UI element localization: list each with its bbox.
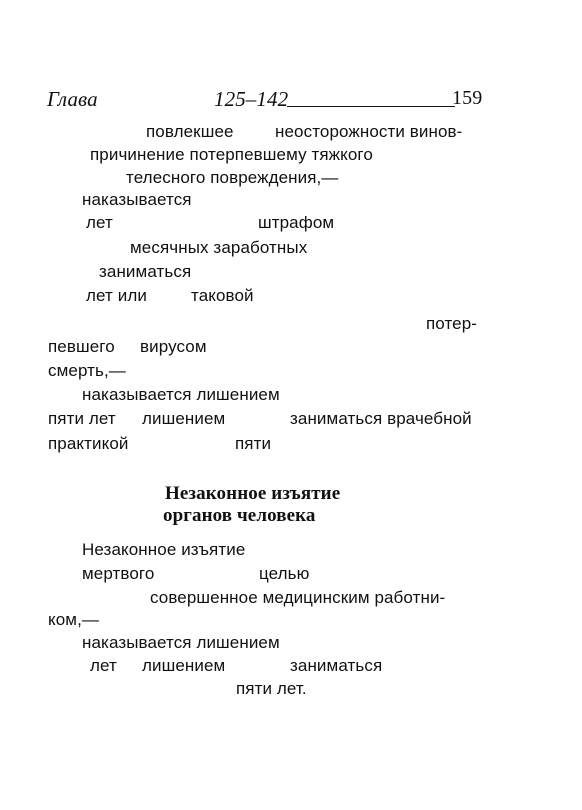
running-head-rule (287, 106, 455, 107)
running-head-chapter: Глава (47, 87, 98, 111)
text-line: ком,— (48, 610, 99, 629)
text-line: наказывается лишением (82, 633, 280, 652)
article-heading-line-1: Незаконное изъятие (165, 483, 341, 504)
text-line: совершенное медицинским работни- (150, 588, 446, 607)
text-fragment: таковой (191, 286, 254, 305)
text-fragment: лет (86, 213, 113, 232)
text-line: месячных заработных (130, 238, 308, 257)
text-fragment: певшего (48, 337, 115, 356)
text-fragment: потер- (426, 314, 478, 333)
text-fragment: пяти лет (48, 409, 116, 428)
running-head-articles: 125–142 (214, 87, 289, 111)
text-line: телесного повреждения,— (126, 168, 339, 187)
text-fragment: заниматься врачебной (290, 409, 472, 428)
text-fragment: пяти (235, 434, 272, 453)
page-number: 159 (452, 87, 483, 109)
text-line: причинение потерпевшему тяжкого (90, 145, 373, 164)
text-fragment: лишением (142, 409, 226, 428)
text-fragment: мертвого (82, 564, 155, 583)
text-fragment: лет (90, 656, 117, 675)
text-fragment: заниматься (290, 656, 383, 675)
text-fragment: неосторожности винов- (275, 122, 463, 141)
text-fragment: вирусом (140, 337, 207, 356)
text-fragment: лет или (86, 286, 147, 305)
article-heading-line-2: органов человека (163, 505, 316, 526)
text-line: Незаконное изъятие (82, 540, 246, 559)
text-fragment: лишением (142, 656, 226, 675)
text-line: смерть,— (48, 361, 126, 380)
text-line: пяти лет. (236, 679, 307, 698)
text-fragment: практикой (48, 434, 129, 453)
text-fragment: штрафом (258, 213, 335, 232)
text-fragment: целью (259, 564, 310, 583)
text-line: наказывается лишением (82, 385, 280, 404)
text-line: наказывается (82, 190, 192, 209)
text-line: заниматься (99, 262, 192, 281)
text-fragment: повлекшее (146, 122, 234, 141)
